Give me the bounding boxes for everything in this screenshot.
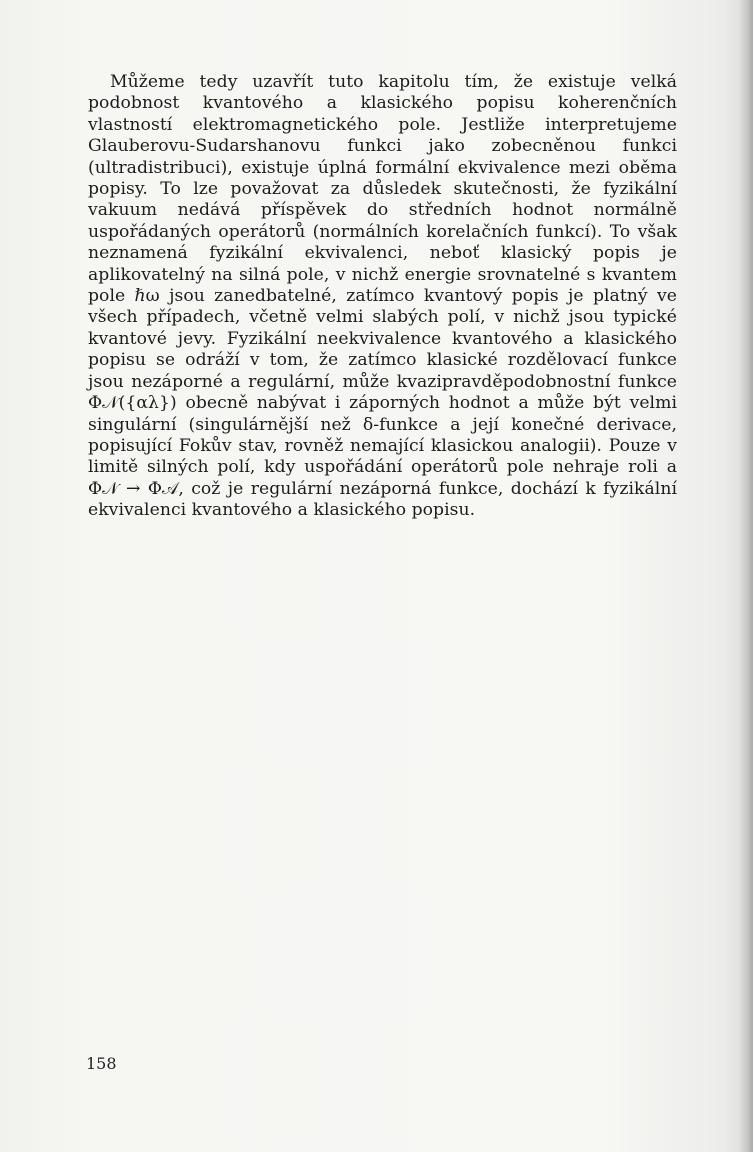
body-paragraph: Můžeme tedy uzavřít tuto kapitolu tím, že existuje velká podobnost kvantového a klasického popisu koherenčních vlastností elektromagnetického pole. Jestliže interpretujeme Glauberovu-Sudarshanovu funkci jako zobecněnou funkci (ultradistribuci), existuje úplná formální ekvivalence mezi oběma popisy. To lze považovat za důsledek skutečnosti, že fyzikální vakuum nedává příspěvek do středních hodnot normálně uspořádaných operátorů (normálních korelačních funkcí). To však neznamená fyzikální ekvivalenci, neboť klasický popis je aplikovatelný na silná pole, v nichž energie srovnatelné s kvantem pole ℏω jsou zanedbatelné, zatímco kvantový popis je platný ve všech případech, včetně velmi slabých polí, v nichž jsou typické kvantové jevy. Fyzikální neekvivalence kvantového a klasického popisu se odráží v tom, že zatímco klasické rozdělovací funkce jsou nezáporné a regulární, může kvazipravděpodobnostní funkce Φ𝒩({αλ}) obecně nabývat i záporných hodnot a může být velmi singulární (singulárnější než δ-funkce a její konečné derivace, popisující Fokův stav, rovněž nemající klasickou analogii). Pouze v limitě silných polí, kdy uspořádání operátorů pole nehraje roli a Φ𝒩 → Φ𝒜, což je regulární nezáporná funkce, dochází k fyzikální ekvivalenci kvantového a klasického popisu. — [88, 72, 677, 521]
page-number: 158 — [86, 1054, 117, 1073]
page-edge-shadow — [739, 0, 753, 1152]
